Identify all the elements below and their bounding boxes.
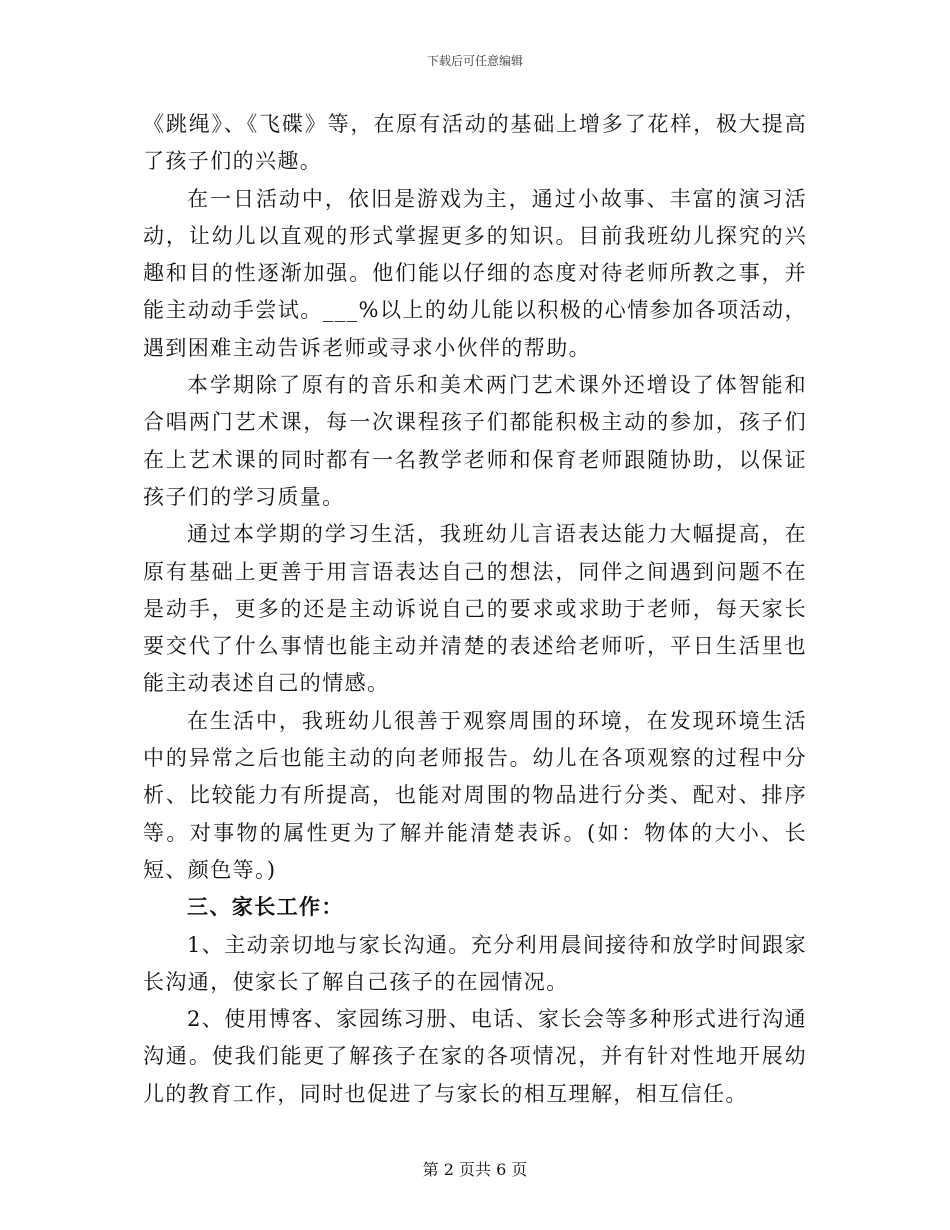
- page-number: 第 2 页共 6 页: [422, 1160, 528, 1179]
- paragraph: 在生活中，我班幼儿很善于观察周围的环境，在发现环境生活中的异常之后也能主动的向老师报告。幼儿在各项观察的过程中分析、比较能力有所提高，也能对周围的物品进行分类、配对、排序等。对事物的属性更为了解并能清楚表诉。(如：物体的大小、长短、颜色等。): [143, 708, 807, 882]
- paragraph: 通过本学期的学习生活，我班幼儿言语表达能力大幅提高，在原有基础上更善于用言语表达自己的想法，同伴之间遇到问题不在是动手，更多的还是主动诉说自己的要求或求助于老师，每天家长要交代了什么事情也能主动并清楚的表述给老师听，平日生活里也能主动表述自己的情感。: [143, 522, 807, 696]
- document-body: [143, 106, 807, 1113]
- section-heading: 三、家长工作：: [187, 895, 344, 920]
- paragraph: 在一日活动中，依旧是游戏为主，通过小故事、丰富的演习活动，让幼儿以直观的形式掌握更多的知识。目前我班幼儿探究的兴趣和目的性逐渐加强。他们能以仔细的态度对待老师所教之事，并能主动动手尝试。___%以上的幼儿能以积极的心情参加各项活动，遇到困难主动告诉老师或寻求小伙伴的帮助。: [143, 186, 807, 360]
- paragraph: 《跳绳》、《飞碟》等，在原有活动的基础上增多了花样，极大提高了孩子们的兴趣。: [143, 112, 807, 174]
- paragraph: 本学期除了原有的音乐和美术两门艺术课外还增设了体智能和合唱两门艺术课，每一次课程孩子们都能积极主动的参加，孩子们在上艺术课的同时都有一名教学老师和保育老师跟随协助，以保证孩子们的学习质量。: [143, 373, 807, 509]
- list-item: 1、主动亲切地与家长沟通。充分利用晨间接待和放学时间跟家长沟通，使家长了解自己孩子的在园情况。: [143, 932, 807, 994]
- list-item: 2、使用博客、家园练习册、电话、家长会等多种形式进行沟通沟通。使我们能更了解孩子在家的各项情况，并有针对性地开展幼儿的教育工作，同时也促进了与家长的相互理解，相互信任。: [143, 1007, 807, 1106]
- page-header: 下载后可任意编辑: [426, 54, 523, 68]
